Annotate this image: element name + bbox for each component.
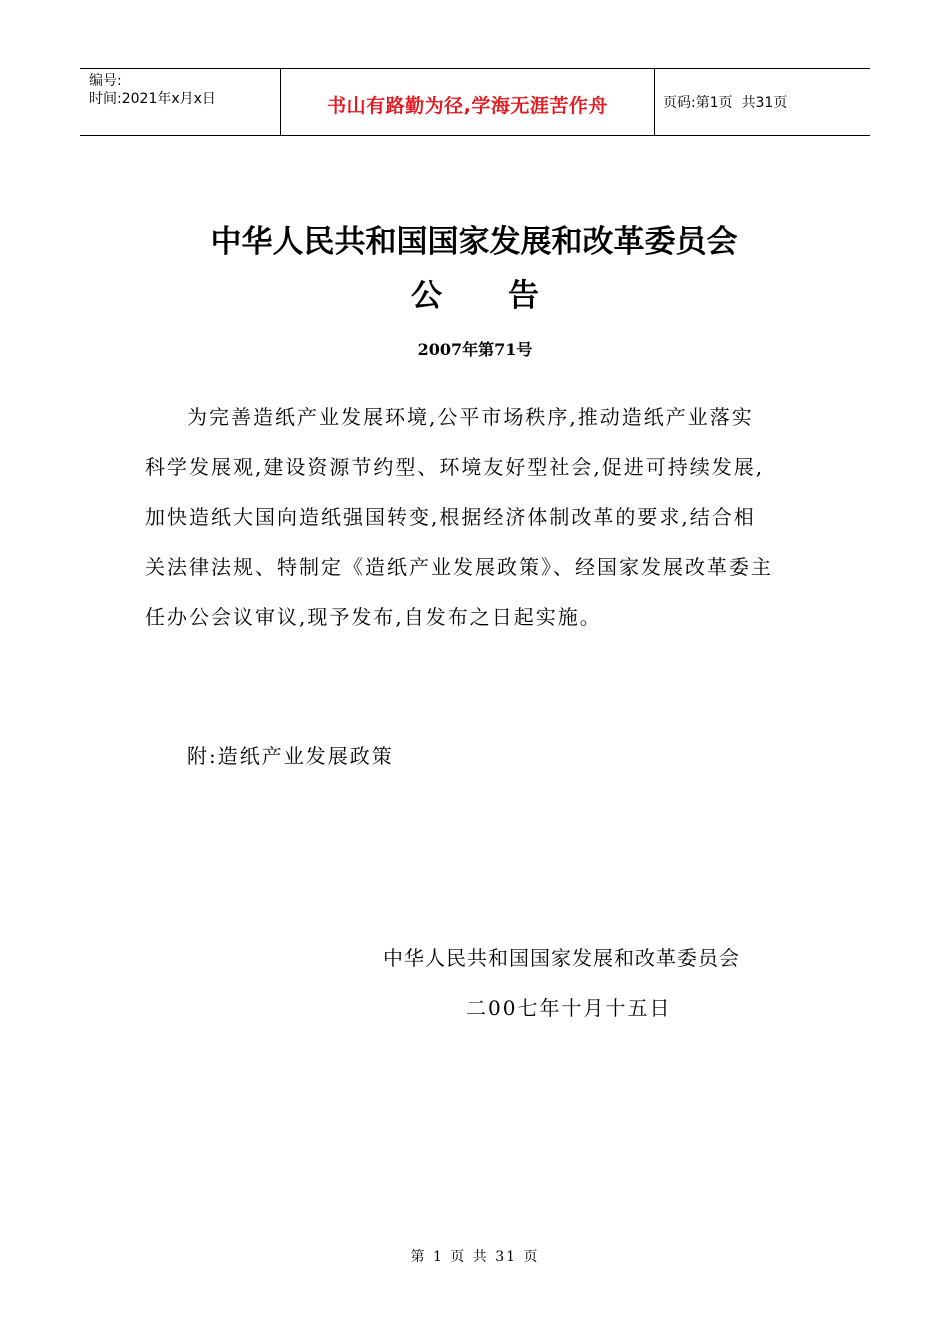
header-page-cell: [655, 69, 870, 135]
issuer-title: 中华人民共和国国家发展和改革委员会: [210, 224, 738, 260]
page-header: [80, 68, 870, 136]
announcement-body: [145, 392, 815, 642]
sign-date: 二00七年十月十五日: [466, 996, 672, 1020]
body-line: 任办公会议审议,现予发布,自发布之日起实施。: [145, 605, 602, 629]
header-page-info: 页码:第1页 共31页: [663, 95, 788, 111]
header-time-label: 时间:2021年x月x日: [89, 91, 216, 107]
body-line: 关法律法规、特制定《造纸产业发展政策》、经国家发展改革委主: [145, 555, 773, 579]
body-line: 加快造纸大国向造纸强国转变,根据经济体制改革的要求,结合相: [145, 505, 756, 529]
page-footer: 第 1 页 共 31 页: [410, 1249, 540, 1265]
attachment-note: 附:造纸产业发展政策: [187, 744, 394, 768]
signer-name: 中华人民共和国国家发展和改革委员会: [383, 946, 740, 970]
header-motto-cell: [281, 69, 655, 135]
body-line: 为完善造纸产业发展环境,公平市场秩序,推动造纸产业落实: [187, 405, 754, 429]
doc-number: 2007年第71号: [417, 340, 533, 359]
doc-type-title: 公告: [411, 278, 605, 314]
header-number-label: 编号:: [89, 73, 122, 89]
body-line: 科学发展观,建设资源节约型、环境友好型社会,促进可持续发展,: [145, 455, 765, 479]
header-meta-cell: [80, 69, 281, 135]
header-motto: 书山有路勤为径,学海无涯苦作舟: [327, 94, 608, 117]
